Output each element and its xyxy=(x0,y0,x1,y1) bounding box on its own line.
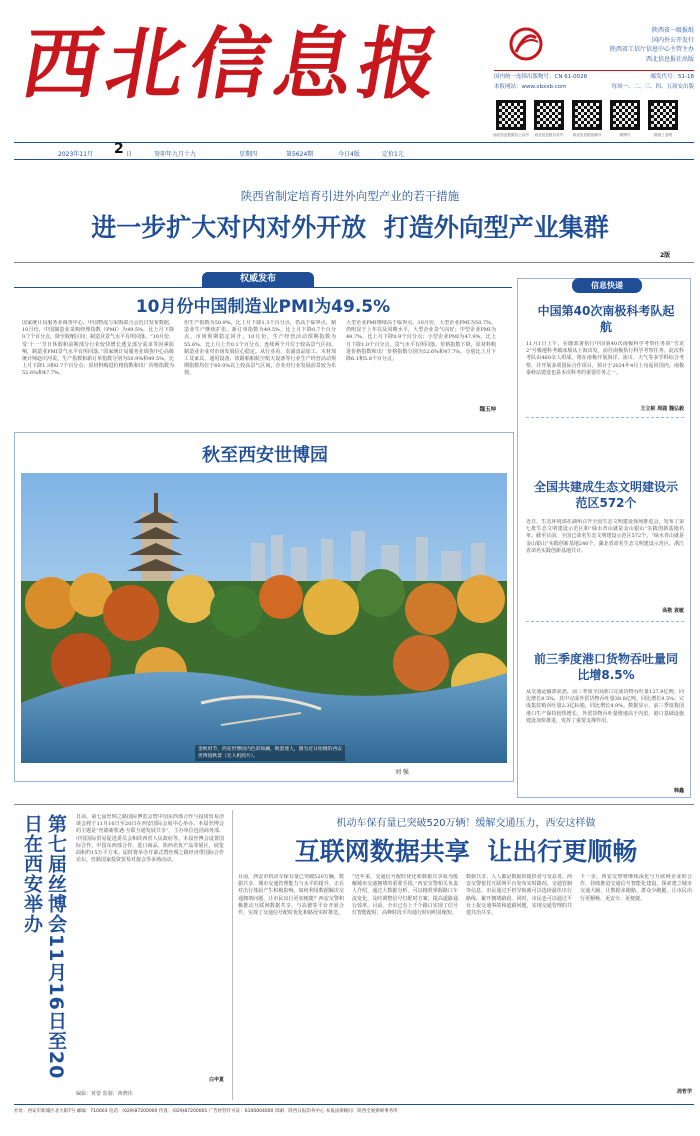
issue-days: 每周一、二、三、四、五周安出版 xyxy=(611,84,694,90)
qr-code[interactable] xyxy=(534,100,564,130)
qr-caption: 西北信息报微信公众号 xyxy=(493,133,529,137)
masthead-title: 西北信息报 xyxy=(15,19,452,110)
sidebar-label: 信息快递 xyxy=(572,278,642,293)
sidebar-item-byline: 王立彬 周圆 魏弘毅 xyxy=(640,406,684,412)
cn-number: 国内统一连续出版物号：CN 61-0028 xyxy=(494,74,588,80)
section-rule xyxy=(14,287,512,288)
silk-body: 日前，第七届丝绸之路国际博览会暨中国东西部合作与投资贸易洽谈会将于11月16日至20日在西安国际会展中心举办。本届丝博会的主题是“丝路新机遇·互联互通发展共享”，主办单位包括商务部、中国国际贸易促进委员会和陕西省人民政府等。本届丝博会设置国际合作、中国东西部合作、进口商品、陕西名优产品等展区，展览面积约15万平方米。届时将举办开幕式暨丝绸之路经济带国际合作论坛、丝路国家投资贸易对接会等多场活动。 xyxy=(76,814,224,864)
pmi-column-1: 国家统计局服务业调查中心、中国物流与采购联合会近日发布数据，10月份，中国制造业采购经理指数（PMI）为49.5%，比上月下降0.7个百分点，降至收缩区间；制造业景气水平有所回落。“10月份，受‘十一’节日休假和前期部分行业较快增长透支部分需求等因素影响，制造业PMI景气水平有所回落。”国家统计局服务业调查中心高级统计师赵庆河说。生产指数和新订单指数分别为50.9%和49.5%，比上月下降1.3和0.7个百分点；原材料购进价格指数和出厂价格指数为52.6%和47.7%。 xyxy=(22,320,174,377)
issue-number: 第5624期 xyxy=(286,151,314,158)
qr-caption: 西北信息报抖音号 xyxy=(534,133,564,137)
expo-headline[interactable]: 秋至西安世博园 xyxy=(202,445,328,466)
sidebar-item-title[interactable]: 中国第40次南极科考队起航 xyxy=(537,304,675,334)
masthead-logo xyxy=(508,26,544,62)
qr-code[interactable] xyxy=(572,100,602,130)
website[interactable]: 本报网站：www.xbxxb.com xyxy=(494,84,567,90)
transit-headline[interactable]: 互联网数据共享 让出行更顺畅 xyxy=(294,837,638,866)
expo-credit: 刘 强 xyxy=(395,769,409,776)
newspaper-logo-icon xyxy=(508,26,544,62)
editor-credit: 编辑：黄蕾 监制：蒋晓伟 xyxy=(76,1091,133,1097)
date: 2023年11月 xyxy=(58,151,93,158)
masthead xyxy=(0,0,700,142)
transit-byline: 周哲学 xyxy=(676,1089,692,1095)
section-label: 权威发布 xyxy=(202,272,314,287)
sidebar xyxy=(517,278,691,798)
park-photo-icon xyxy=(21,473,507,763)
silk-byline: 白申夏 xyxy=(208,1077,224,1083)
sidebar-item-body: 从交通运输部获悉，前三季度全国港口完成货物吞吐量127.9亿吨，同比增长8.5%，其中完成外贸货物吞吐量38.8亿吨，同比增长9.5%；完成集装箱吞吐量2.3亿标箱，同比增长4.9%。数据显示，前三季度我国港口生产保持较快增长，外贸货物吞吐量增速高于内贸，港口基础设施建设加快推进，发挥了重要支撑作用。 xyxy=(526,689,684,724)
day-suffix: 日 xyxy=(126,151,133,158)
day: 2 xyxy=(114,141,124,157)
sidebar-item-byline: 高敬 袁敏 xyxy=(662,608,684,614)
info-line: 陕西省一级报纸 xyxy=(651,27,694,34)
column-divider xyxy=(232,810,233,1100)
sidebar-item-body: 11月1日上午，在随部署执行中国第40次南极科学考察任务的“雪龙2”号极地科考破冰船从上海出发，前往南极执行科学考察任务。此次科考队由460余人组成，将在南极开展海洋、冰川、大气等多学科综合考察，并开展多项国际合作项目，预计于2024年4月上旬返回国内。南极秦岭站建设也是本次科考的重要任务之一。 xyxy=(526,341,684,376)
lead-kicker: 陕西省制定培育引进外向型产业的若干措施 xyxy=(240,189,460,203)
sidebar-item-byline: 韩鑫 xyxy=(673,788,684,794)
lead-jump[interactable]: 2版 xyxy=(660,252,671,259)
silk-vertical-title[interactable]: 第七届丝博会11月16日至20日在西安举办 xyxy=(21,814,67,1080)
masthead-info xyxy=(548,26,694,64)
sidebar-divider xyxy=(526,417,684,418)
qr-code[interactable] xyxy=(648,100,678,130)
qr-caption: 微博号 xyxy=(619,133,631,137)
transit-kicker: 机动车保有量已突破520万辆！缓解交通压力，西安这样做 xyxy=(336,818,596,829)
pmi-column-2: 但生产指数为50.9%，比上月下降1.3个百分点，仍高于临界点，制造业生产继续扩张。新订单指数为49.5%，比上月下降0.7个百分点。市场预期稳定回升。10月份，生产经营活动预期指数为55.6%，比上月上升0.1个百分点，连续两个月位于较高景气区间，制造业企业对市场发展信心稳定。从行业看，农副食品加工、木材加工及家具、通用设备、铁路船舶航空航天设备等行业生产经营活动预期指数均位于60.0%以上较高景气区间，企业对行业发展前景较为乐观。 xyxy=(184,320,336,377)
weekday: 星期四 xyxy=(239,151,258,158)
transit-column-1: 目前，西安市机动车保有量已突破520万辆，数据共享、城市交通管理能力与水平的提升，正在对出行体验产生积极影响。如何利用数据解决交通拥堵问题，让市民出行更加便捷？西安交警积极推动互联网数据共享，与高德等平台开展合作，实现了交通信号配时优化和路况实时推送。 xyxy=(238,874,344,917)
qr-caption: 西北信息报视频号 xyxy=(572,133,602,137)
pmi-column-3: 大型企业PMI继续高于临界点。10月份，大型企业PMI为50.7%，仍明显于上年以及同期水平，大型企业景气向好；中型企业PMI为48.7%，比上月下降0.9个百分点；小型企业PMI为47.9%，比上月下降1.0个百分点，景气水平有所回落。价格指数下降，原材料购进价格指数和出厂价格指数分别为52.6%和47.7%，分别比上月下降6.1和5.8个百分点。 xyxy=(346,320,496,363)
transit-column-3: 数据共享，人人都是数据的提供者与受益者。西安交警依托互联网平台发布实时路况、交通管制等信息，市民通过手机导航就可以选择最佳出行路线，避开拥堵路段。同时，市民也可以通过平台上报交通事故和道路问题，实现交通管理的共建共治共享。 xyxy=(466,874,572,917)
info-line: 国内外公开发行 xyxy=(651,36,694,44)
lunar-date: 癸卯年九月十九 xyxy=(154,151,197,158)
transit-column-4: 下一步，西安交警将继续深化与互联网企业的合作，持续推进交通信号智能化建设，探索建立城市交通大脑，让数据多跑路、群众少跑腿，让市民出行更顺畅、更安全、更便捷。 xyxy=(580,874,692,902)
dateline xyxy=(14,142,694,160)
expo-feature xyxy=(14,432,514,782)
expo-photo[interactable] xyxy=(21,473,507,763)
pmi-byline: 魏玉坤 xyxy=(479,407,496,413)
lower-rule xyxy=(14,804,694,805)
postal-code: 邮发代号：51-18 xyxy=(650,74,694,80)
sidebar-item-body: 近日，生态环境部在湖州召开全国生态文明建设现场推进会，发布了第七批生态文明建设示范区和“绿水青山就是金山银山”实践创新基地名单。截至目前，全国已命名生态文明建设示范区572个，“绿水青山就是金山银山”实践创新基地240个。湖北省命名生态文明建设示范区、浙江省命名实践创新基地共计。 xyxy=(526,519,684,554)
pmi-article xyxy=(14,272,512,420)
silk-article xyxy=(14,810,228,1100)
page-count: 今日4版 xyxy=(338,151,360,158)
expo-caption: 金秋时节，西安世博园内色彩斑斓，秋景迷人，图为近日拍摄的西安世博园秋景（无人机照片）。 xyxy=(195,745,345,761)
sidebar-item-title[interactable]: 前三季度港口货物吞吐量同比增8.5% xyxy=(534,652,679,682)
masthead-rule xyxy=(494,70,694,71)
info-line: 西北信息报社出版 xyxy=(645,55,694,63)
lead-rule xyxy=(14,262,694,263)
transit-article xyxy=(238,810,694,1100)
pmi-headline[interactable]: 10月份中国制造业PMI为49.5% xyxy=(135,297,391,317)
footer-text: 社址：西安市新城区北大街7号 邮编：710003 电话：(029)87200000 传真：(029)87200001 广告经营许可证：6100004000 印刷：陕西日报印务中心 本报法律顾问：陕西全观律师事务所 xyxy=(14,1109,398,1114)
sidebar-divider xyxy=(526,621,684,622)
qr-code[interactable] xyxy=(610,100,640,130)
footer-rule xyxy=(14,1104,694,1105)
qr-code[interactable] xyxy=(496,100,526,130)
lead-headline[interactable]: 进一步扩大对内对外开放 打造外向型产业集群 xyxy=(91,213,609,242)
transit-column-2: “近年来，交通信号配时优化和数据共享成为缓解城市交通拥堵的重要手段。”西安交警相关负责人介绍，通过大数据分析，可以精准掌握路口车流变化，及时调整信号灯配时方案，提高道路通行效率。目前，全市已有上千个路口实现了信号灯智能配时，高峰时段平均通行时间明显缩短。 xyxy=(352,874,458,917)
qr-caption: 陕西工业网 xyxy=(654,133,672,137)
info-line: 陕西省工信厅信息中心主管主办 xyxy=(609,46,694,53)
price: 定价1元 xyxy=(382,151,404,158)
sidebar-item-title[interactable]: 全国共建成生态文明建设示范区572个 xyxy=(534,480,679,510)
